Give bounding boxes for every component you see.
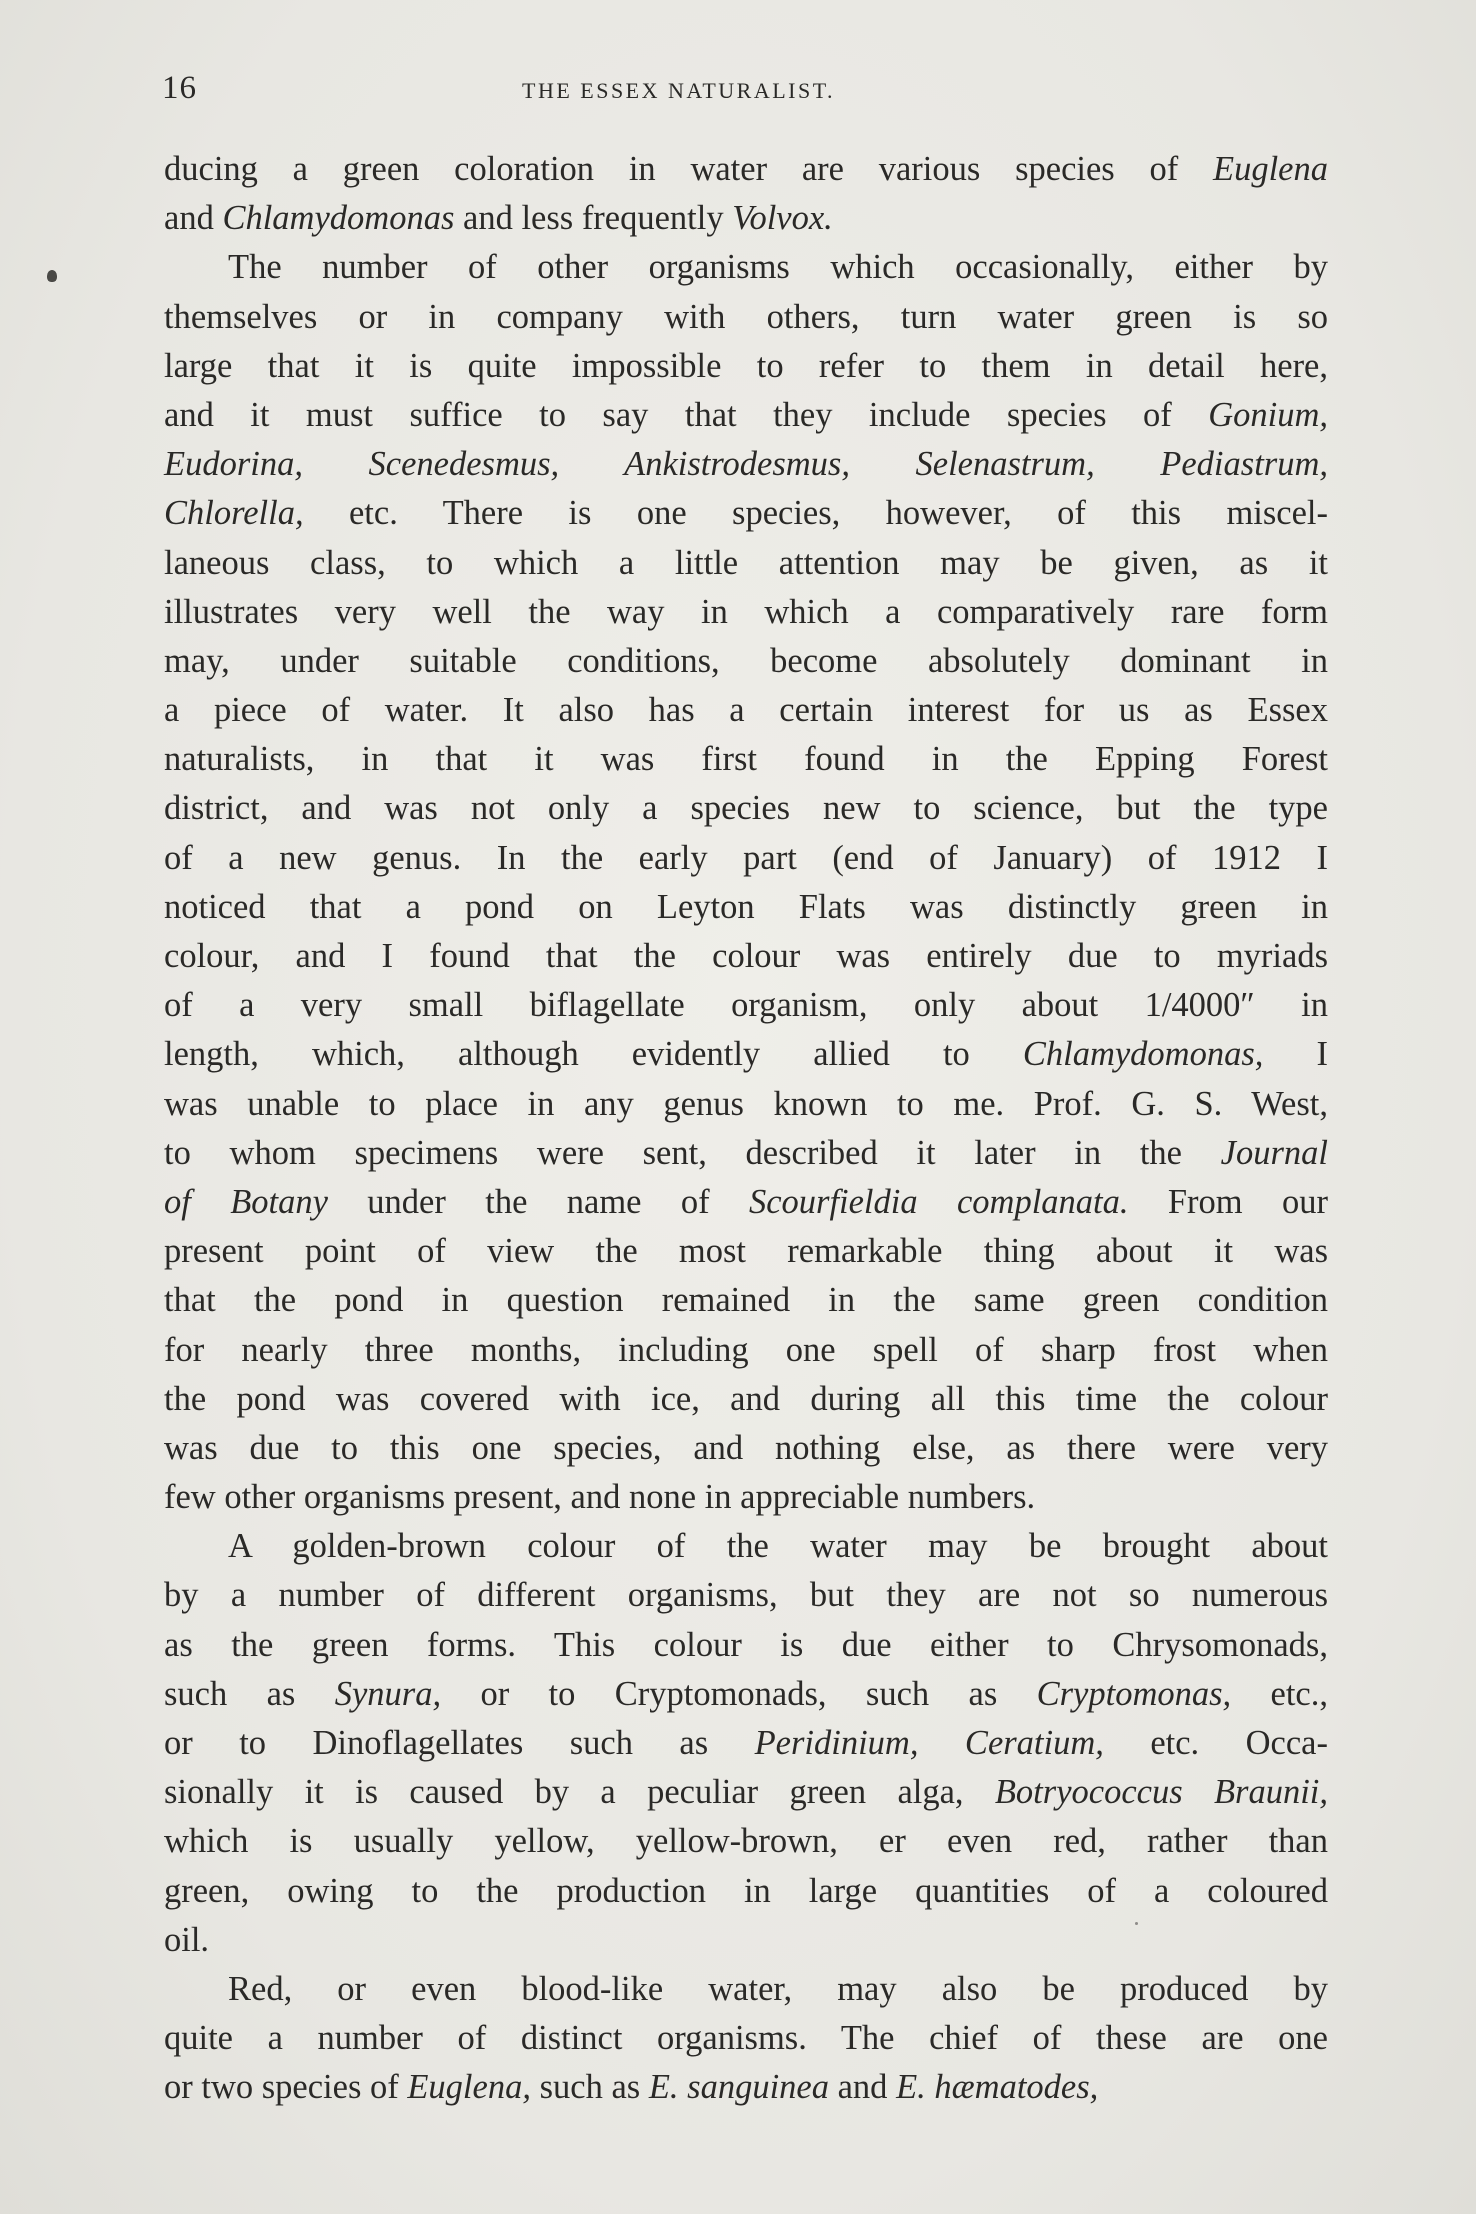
text-run: Red, or even blood-like water, may also be produced by <box>228 1969 1328 2008</box>
text-run: of a very small biflagellate organism, only about 1/4000″ in <box>164 986 1328 1025</box>
text-run: or two species of <box>164 2068 408 2107</box>
text-line <box>164 391 1328 440</box>
italic-term: Chlorella, <box>164 494 304 533</box>
italic-term: Synura, <box>334 1674 442 1713</box>
text-run: present point of view the most remarkable thing about it was <box>164 1232 1328 1271</box>
text-line <box>164 1129 1328 1178</box>
text-line <box>164 588 1328 637</box>
text-run: such as <box>164 1674 335 1713</box>
text-line <box>164 1326 1328 1375</box>
text-line <box>164 342 1328 391</box>
italic-term: of Botany <box>164 1182 328 1221</box>
text-run: to whom specimens were sent, described it later in the <box>164 1133 1221 1172</box>
text-line <box>164 1867 1328 1916</box>
italic-term: Scourfieldia complanata. <box>748 1182 1129 1221</box>
italic-term: E. hæmatodes, <box>896 2068 1099 2107</box>
text-line <box>164 2014 1328 2063</box>
italic-term: Euglena, <box>407 2068 531 2107</box>
italic-term: Peridinium, Ceratium, <box>754 1724 1104 1762</box>
text-line <box>164 1670 1328 1719</box>
italic-term: Chlamydomonas <box>222 199 455 238</box>
text-run: may, under suitable conditions, become absolutely dominant in <box>164 641 1328 680</box>
text-run: and <box>828 2068 897 2107</box>
text-run: that the pond in question remained in the same green condition <box>164 1281 1328 1320</box>
text-run: and it must suffice to say that they include species of <box>164 395 1209 434</box>
text-line <box>164 735 1328 784</box>
text-line <box>164 1473 1328 1522</box>
italic-term: Volvox. <box>732 199 833 238</box>
text-run: themselves or in company with others, turn water green is so <box>164 297 1328 336</box>
text-run: laneous class, to which a little attention may be given, as it <box>164 543 1328 582</box>
text-line <box>164 1030 1328 1079</box>
text-run: was due to this one species, and nothing else, as there were very <box>164 1428 1328 1467</box>
text-line <box>164 145 1328 194</box>
text-line <box>164 1965 1328 2014</box>
text-run: The number of other organisms which occasionally, either by <box>228 248 1328 287</box>
text-run: by a number of different organisms, but they are not so numerous <box>164 1576 1328 1615</box>
text-line <box>164 1916 1328 1965</box>
text-run: few other organisms present, and none in appreciable numbers. <box>164 1478 1036 1517</box>
text-run: as the green forms. This colour is due either to Chrysomonads, <box>164 1625 1328 1664</box>
text-line <box>164 883 1328 932</box>
text-run: colour, and I found that the colour was entirely due to myriads <box>164 937 1328 975</box>
text-line <box>164 1424 1328 1473</box>
text-run: green, owing to the production in large quantities of a coloured <box>164 1871 1328 1910</box>
page-number: 16 <box>162 70 197 106</box>
text-line <box>164 1571 1328 1620</box>
italic-term: Gonium, <box>1208 395 1328 434</box>
text-line <box>164 440 1328 489</box>
text-line <box>164 637 1328 686</box>
italic-term: Chlamydomonas, <box>1022 1035 1264 1074</box>
italic-term: Botryococcus Braunii, <box>994 1773 1328 1812</box>
text-line <box>164 194 1328 243</box>
text-run: under the name of <box>327 1182 749 1221</box>
text-run: large that it is quite impossible to refer to them in detail here, <box>164 346 1328 385</box>
text-run: etc. Occa- <box>1103 1724 1328 1762</box>
text-line <box>164 2063 1328 2112</box>
text-run: quite a number of distinct organisms. The chief of these are one <box>164 2019 1328 2058</box>
running-title: THE ESSEX NATURALIST. <box>522 78 836 103</box>
text-line <box>164 834 1328 883</box>
text-line <box>164 1276 1328 1325</box>
text-run: district, and was not only a species new to science, but the type <box>164 789 1328 828</box>
text-run: for nearly three months, including one spell of sharp frost when <box>164 1330 1328 1369</box>
text-run: A golden-brown colour of the water may be brought about <box>228 1527 1328 1566</box>
margin-ink-mark <box>47 270 57 282</box>
italic-term: E. sanguinea <box>648 2068 829 2107</box>
text-run: length, which, although evidently allied to <box>164 1035 1023 1074</box>
page-header <box>162 70 1322 110</box>
text-run: or to Cryptomonads, such as <box>441 1674 1037 1713</box>
text-run: oil. <box>164 1920 210 1959</box>
text-line <box>164 932 1328 981</box>
italic-term: Eudorina, Scenedesmus, Ankistrodesmus, Selenastrum, Pediastrum, <box>164 445 1328 484</box>
text-run: and <box>164 199 223 238</box>
text-line <box>164 1375 1328 1424</box>
text-run: the pond was covered with ice, and during all this time the colour <box>164 1379 1328 1418</box>
text-line <box>164 539 1328 588</box>
text-run: and less frequently <box>454 199 733 238</box>
text-run: I <box>1263 1035 1328 1074</box>
text-line <box>164 243 1328 292</box>
text-run: ducing a green coloration in water are various species of <box>164 150 1214 188</box>
text-line <box>164 1719 1328 1768</box>
text-run: of a new genus. In the early part (end of January) of 1912 I <box>164 838 1328 877</box>
text-line <box>164 293 1328 342</box>
text-line <box>164 1817 1328 1866</box>
text-run: etc., <box>1231 1674 1328 1713</box>
text-line <box>164 1768 1328 1817</box>
text-run: naturalists, in that it was first found in the Epping Forest <box>164 740 1328 779</box>
text-line <box>164 1522 1328 1571</box>
text-run: From our <box>1128 1182 1328 1221</box>
text-run: or to Dinoflagellates such as <box>164 1724 755 1762</box>
text-line <box>164 1080 1328 1129</box>
italic-term: Cryptomonas, <box>1036 1674 1232 1713</box>
text-run: a piece of water. It also has a certain interest for us as Essex <box>164 691 1328 730</box>
text-line <box>164 1621 1328 1670</box>
text-run: was unable to place in any genus known to me. Prof. G. S. West, <box>164 1084 1328 1123</box>
body-text <box>164 145 1328 2113</box>
text-line <box>164 686 1328 735</box>
text-run: illustrates very well the way in which a comparatively rare form <box>164 592 1328 631</box>
text-line <box>164 1227 1328 1276</box>
text-line <box>164 784 1328 833</box>
text-run: such as <box>530 2068 649 2107</box>
italic-term: Journal <box>1220 1133 1328 1172</box>
text-run: which is usually yellow, yellow-brown, er even red, rather than <box>164 1822 1328 1861</box>
text-line <box>164 981 1328 1030</box>
text-run: sionally it is caused by a peculiar green alga, <box>164 1773 995 1812</box>
italic-term: Euglena <box>1213 150 1328 188</box>
text-line <box>164 1178 1328 1227</box>
text-line <box>164 489 1328 538</box>
text-run: etc. There is one species, however, of this miscel- <box>303 494 1328 533</box>
text-run: noticed that a pond on Leyton Flats was distinctly green in <box>164 887 1328 926</box>
